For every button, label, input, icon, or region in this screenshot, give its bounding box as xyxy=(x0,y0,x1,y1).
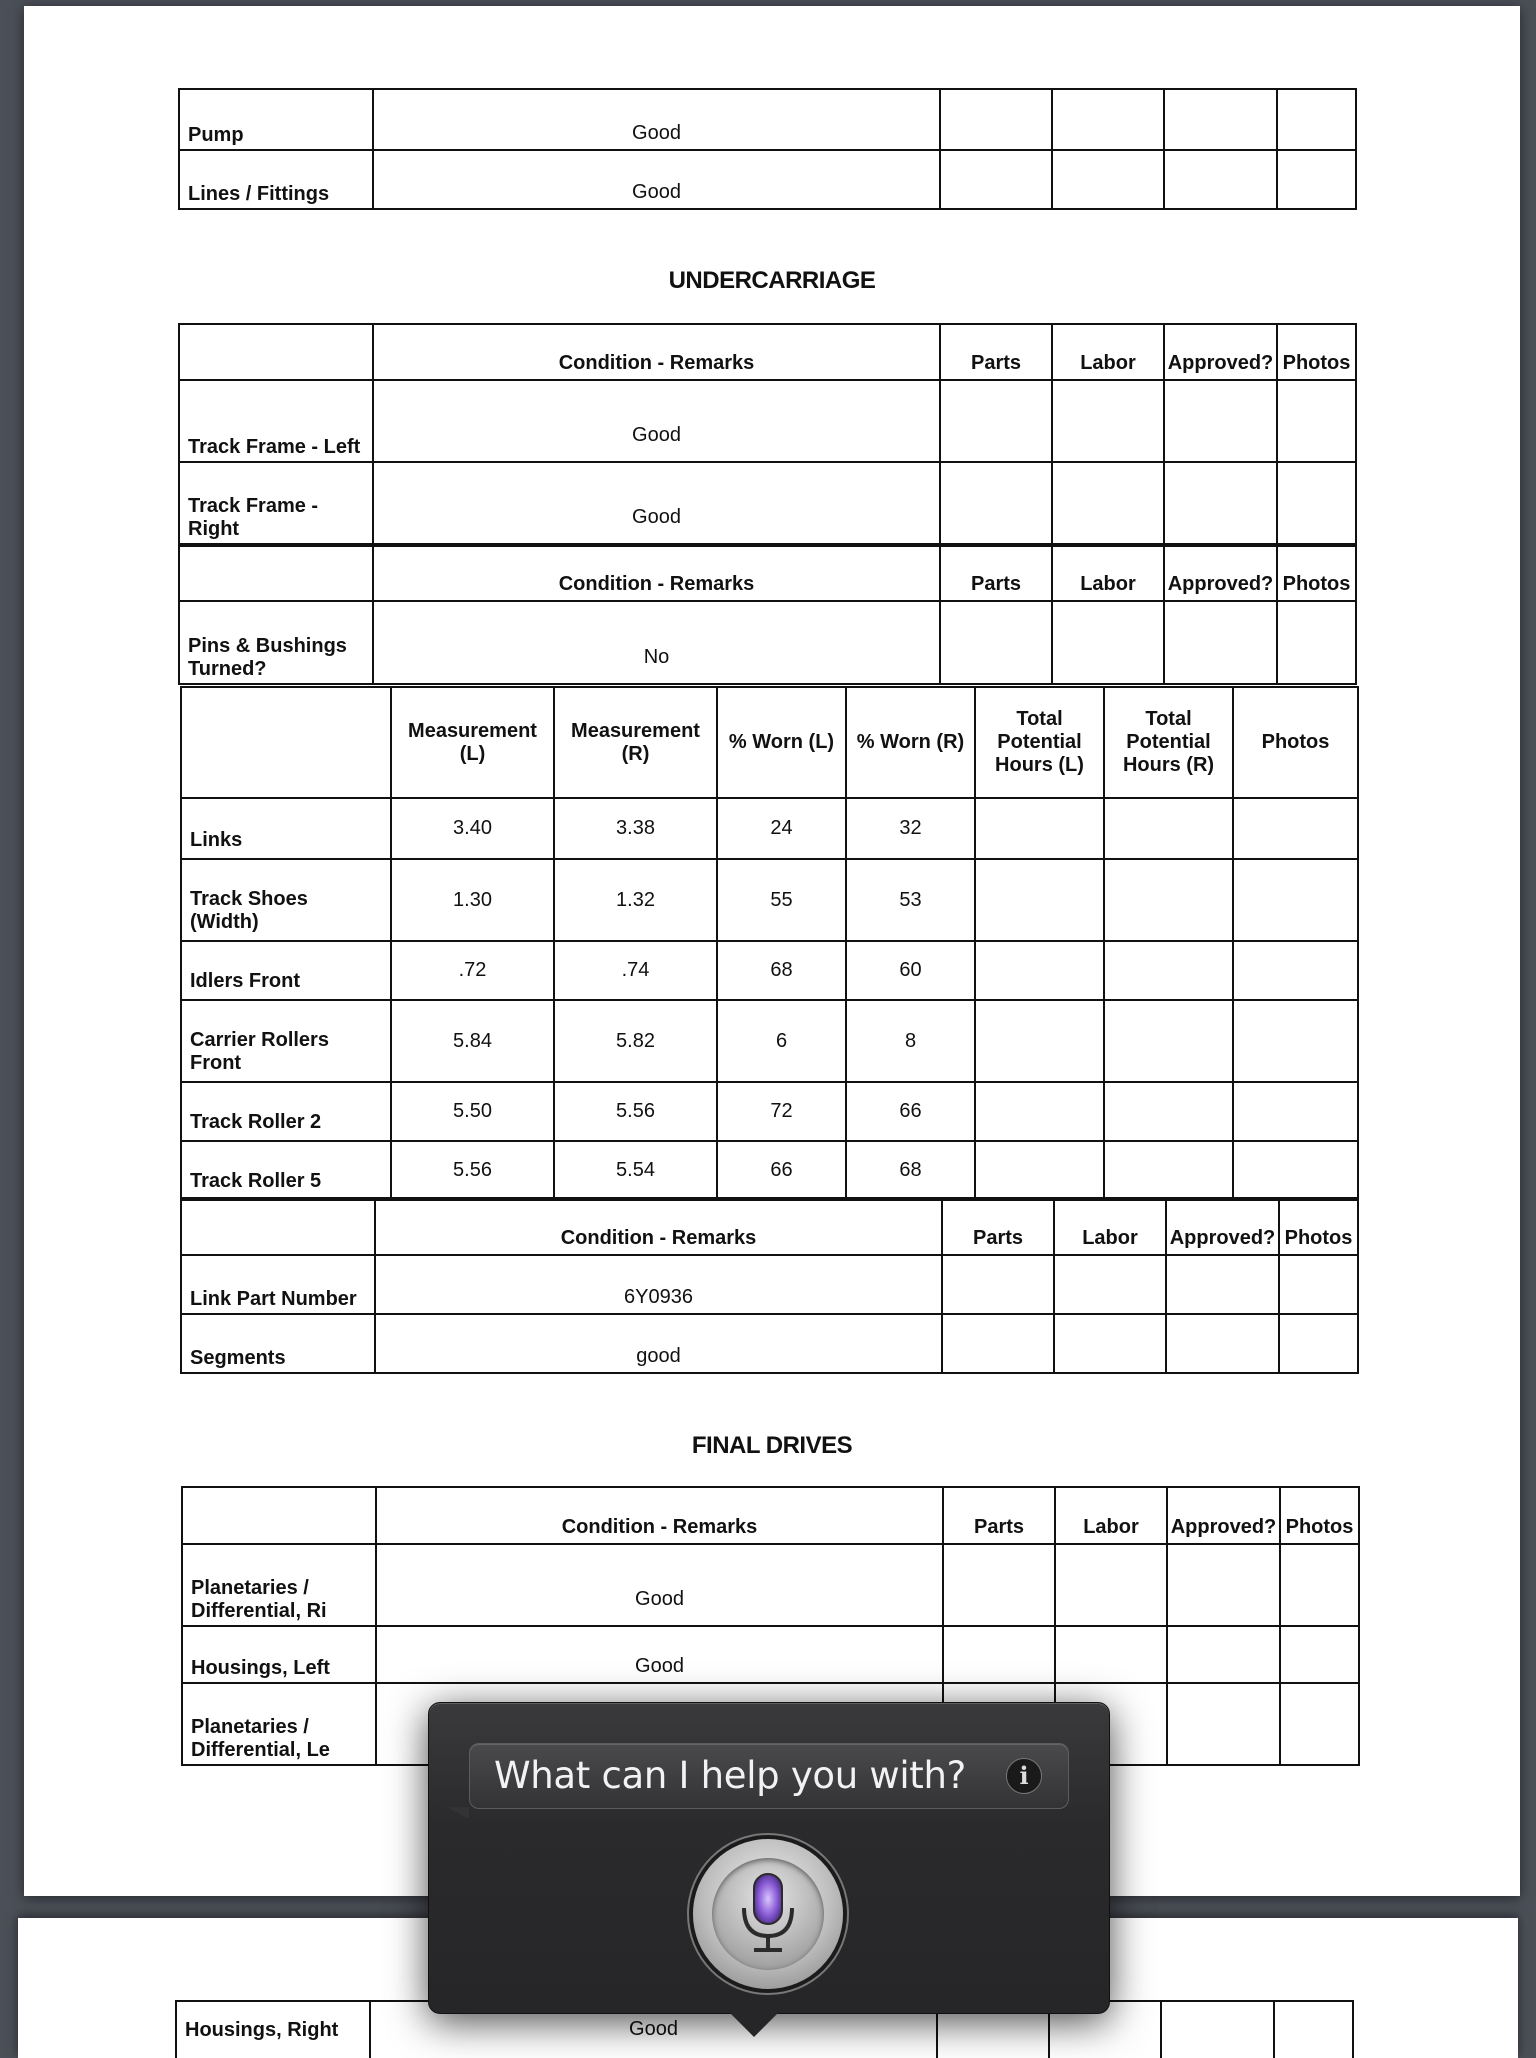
microphone-button[interactable] xyxy=(693,1839,843,1989)
table-row xyxy=(179,89,1356,150)
row-label: Track Roller 2 xyxy=(181,1082,391,1141)
worn-r: 60 xyxy=(846,941,975,1000)
condition-value: Good xyxy=(373,150,940,209)
condition-value: Good xyxy=(376,1626,943,1683)
photos-cell xyxy=(1277,462,1356,544)
bubble-tail xyxy=(447,1807,469,1819)
photos-cell xyxy=(1233,859,1358,941)
photos-cell xyxy=(1274,2001,1353,2058)
header-row xyxy=(179,324,1356,380)
photos-header: Photos xyxy=(1277,324,1356,380)
measurement-r-header: Measurement (R) xyxy=(554,687,717,798)
photos-cell xyxy=(1277,150,1356,209)
measurement-r: 5.54 xyxy=(554,1141,717,1200)
parts-cell xyxy=(942,1255,1054,1314)
condition-header: Condition - Remarks xyxy=(376,1487,943,1544)
track-frame-table xyxy=(178,323,1357,545)
labor-header: Labor xyxy=(1055,1487,1167,1544)
header-row xyxy=(179,546,1356,601)
siri-prompt-text: What can I help you with? xyxy=(494,1754,967,1797)
photos-cell xyxy=(1279,1314,1358,1373)
row-label: Segments xyxy=(181,1314,375,1373)
table-row xyxy=(179,601,1356,684)
photos-header: Photos xyxy=(1279,1198,1358,1255)
measurement-r: 1.32 xyxy=(554,859,717,941)
photos-cell xyxy=(1280,1683,1359,1765)
table-row xyxy=(179,150,1356,209)
photos-cell xyxy=(1233,1000,1358,1082)
hours-r-cell xyxy=(1104,941,1233,1000)
parts-cell xyxy=(940,601,1052,684)
row-label: Idlers Front xyxy=(181,941,391,1000)
parts-header: Parts xyxy=(940,324,1052,380)
row-label: Track Frame - Left xyxy=(179,380,373,462)
blank-header xyxy=(182,1487,376,1544)
photos-cell xyxy=(1280,1544,1359,1626)
parts-cell xyxy=(940,89,1052,150)
measurement-r: 5.56 xyxy=(554,1082,717,1141)
hours-l-header: Total Potential Hours (L) xyxy=(975,687,1104,798)
row-label: Housings, Right xyxy=(176,2001,370,2058)
hours-r-cell xyxy=(1104,859,1233,941)
condition-header: Condition - Remarks xyxy=(373,546,940,601)
measurement-r: 5.82 xyxy=(554,1000,717,1082)
hours-r-cell xyxy=(1104,1000,1233,1082)
labor-cell xyxy=(1052,380,1164,462)
measurement-l-header: Measurement (L) xyxy=(391,687,554,798)
worn-r-header: % Worn (R) xyxy=(846,687,975,798)
labor-cell xyxy=(1055,1544,1167,1626)
photos-cell xyxy=(1277,601,1356,684)
blank-header xyxy=(179,324,373,380)
approved-header: Approved? xyxy=(1164,546,1277,601)
document-page-1 xyxy=(24,6,1520,1896)
row-label: Planetaries / Differential, Le xyxy=(182,1683,376,1765)
row-label: Planetaries / Differential, Ri xyxy=(182,1544,376,1626)
measurement-l: 1.30 xyxy=(391,859,554,941)
worn-l: 66 xyxy=(717,1141,846,1200)
condition-value: Good xyxy=(376,1544,943,1626)
parts-header: Parts xyxy=(940,546,1052,601)
approved-cell xyxy=(1164,89,1277,150)
table-row xyxy=(181,1082,1358,1141)
pins-table xyxy=(178,545,1357,685)
hours-l-cell xyxy=(975,941,1104,1000)
hours-l-cell xyxy=(975,1000,1104,1082)
approved-cell xyxy=(1164,380,1277,462)
approved-cell xyxy=(1166,1255,1279,1314)
approved-header: Approved? xyxy=(1166,1198,1279,1255)
photos-header: Photos xyxy=(1233,687,1358,798)
photos-cell xyxy=(1280,1626,1359,1683)
link-part-table xyxy=(180,1197,1359,1374)
worn-l: 68 xyxy=(717,941,846,1000)
approved-cell xyxy=(1167,1683,1280,1765)
labor-header: Labor xyxy=(1054,1198,1166,1255)
photos-cell xyxy=(1279,1255,1358,1314)
labor-cell xyxy=(1052,89,1164,150)
table-row xyxy=(181,1314,1358,1373)
section-title-final-drives: FINAL DRIVES xyxy=(691,1432,853,1459)
measurement-r: .74 xyxy=(554,941,717,1000)
measurement-l: 3.40 xyxy=(391,798,554,859)
hours-l-cell xyxy=(975,859,1104,941)
worn-r: 53 xyxy=(846,859,975,941)
row-label: Link Part Number xyxy=(181,1255,375,1314)
measurement-l: 5.50 xyxy=(391,1082,554,1141)
hours-l-cell xyxy=(975,1082,1104,1141)
approved-cell xyxy=(1164,462,1277,544)
condition-value: No xyxy=(373,601,940,684)
parts-header: Parts xyxy=(943,1487,1055,1544)
header-row xyxy=(181,687,1358,798)
worn-l: 6 xyxy=(717,1000,846,1082)
photos-cell xyxy=(1233,1141,1358,1200)
photos-cell xyxy=(1233,941,1358,1000)
table-row xyxy=(181,941,1358,1000)
condition-value: Good xyxy=(373,89,940,150)
approved-header: Approved? xyxy=(1164,324,1277,380)
approved-cell xyxy=(1161,2001,1274,2058)
condition-value: Good xyxy=(370,2001,937,2058)
approved-cell xyxy=(1167,1544,1280,1626)
siri-panel xyxy=(428,1702,1110,2014)
measurement-r: 3.38 xyxy=(554,798,717,859)
worn-l: 55 xyxy=(717,859,846,941)
info-icon[interactable]: i xyxy=(1006,1758,1042,1794)
approved-cell xyxy=(1164,601,1277,684)
hours-r-header: Total Potential Hours (R) xyxy=(1104,687,1233,798)
hours-r-cell xyxy=(1104,1082,1233,1141)
table-row xyxy=(181,1000,1358,1082)
measurement-l: 5.56 xyxy=(391,1141,554,1200)
table-row xyxy=(182,1544,1359,1626)
labor-cell xyxy=(1052,150,1164,209)
photos-header: Photos xyxy=(1280,1487,1359,1544)
approved-header: Approved? xyxy=(1167,1487,1280,1544)
header-row xyxy=(181,1198,1358,1255)
photos-header: Photos xyxy=(1277,546,1356,601)
row-label: Track Roller 5 xyxy=(181,1141,391,1200)
parts-cell xyxy=(942,1314,1054,1373)
approved-cell xyxy=(1164,150,1277,209)
blank-header xyxy=(181,687,391,798)
siri-panel-arrow xyxy=(728,2011,780,2037)
labor-cell xyxy=(1055,1626,1167,1683)
condition-value: 6Y0936 xyxy=(375,1255,942,1314)
worn-l-header: % Worn (L) xyxy=(717,687,846,798)
row-label: Carrier Rollers Front xyxy=(181,1000,391,1082)
measurement-l: 5.84 xyxy=(391,1000,554,1082)
siri-prompt-bubble xyxy=(469,1743,1069,1809)
pump-table xyxy=(178,88,1357,210)
condition-value: good xyxy=(375,1314,942,1373)
condition-header: Condition - Remarks xyxy=(373,324,940,380)
worn-r: 32 xyxy=(846,798,975,859)
blank-header xyxy=(181,1198,375,1255)
microphone-icon xyxy=(712,1858,824,1970)
condition-header: Condition - Remarks xyxy=(375,1198,942,1255)
labor-cell xyxy=(1054,1255,1166,1314)
section-title-undercarriage: UNDERCARRIAGE xyxy=(668,267,876,294)
row-label: Track Shoes (Width) xyxy=(181,859,391,941)
row-label: Pump xyxy=(179,89,373,150)
condition-value: Good xyxy=(373,380,940,462)
approved-cell xyxy=(1166,1314,1279,1373)
labor-cell xyxy=(1052,601,1164,684)
table-row xyxy=(182,1626,1359,1683)
hours-r-cell xyxy=(1104,1141,1233,1200)
row-label: Housings, Left xyxy=(182,1626,376,1683)
table-row xyxy=(181,859,1358,941)
header-row xyxy=(182,1487,1359,1544)
labor-header: Labor xyxy=(1052,324,1164,380)
row-label: Lines / Fittings xyxy=(179,150,373,209)
labor-cell xyxy=(1054,1314,1166,1373)
approved-cell xyxy=(1167,1626,1280,1683)
row-label: Pins & Bushings Turned? xyxy=(179,601,373,684)
parts-header: Parts xyxy=(942,1198,1054,1255)
worn-r: 66 xyxy=(846,1082,975,1141)
worn-r: 8 xyxy=(846,1000,975,1082)
worn-l: 24 xyxy=(717,798,846,859)
parts-cell xyxy=(943,1544,1055,1626)
labor-header: Labor xyxy=(1052,546,1164,601)
table-row xyxy=(179,380,1356,462)
hours-l-cell xyxy=(975,1141,1104,1200)
table-row xyxy=(181,1141,1358,1200)
measurement-table xyxy=(180,686,1359,1201)
photos-cell xyxy=(1233,1082,1358,1141)
row-label: Links xyxy=(181,798,391,859)
table-row xyxy=(179,462,1356,544)
table-row xyxy=(181,798,1358,859)
blank-header xyxy=(179,546,373,601)
photos-cell xyxy=(1277,380,1356,462)
photos-cell xyxy=(1277,89,1356,150)
hours-l-cell xyxy=(975,798,1104,859)
worn-l: 72 xyxy=(717,1082,846,1141)
worn-r: 68 xyxy=(846,1141,975,1200)
parts-cell xyxy=(943,1626,1055,1683)
hours-r-cell xyxy=(1104,798,1233,859)
table-row xyxy=(181,1255,1358,1314)
condition-value: Good xyxy=(373,462,940,544)
labor-cell xyxy=(1052,462,1164,544)
photos-cell xyxy=(1233,798,1358,859)
measurement-l: .72 xyxy=(391,941,554,1000)
parts-cell xyxy=(940,462,1052,544)
parts-cell xyxy=(940,150,1052,209)
parts-cell xyxy=(940,380,1052,462)
row-label: Track Frame - Right xyxy=(179,462,373,544)
